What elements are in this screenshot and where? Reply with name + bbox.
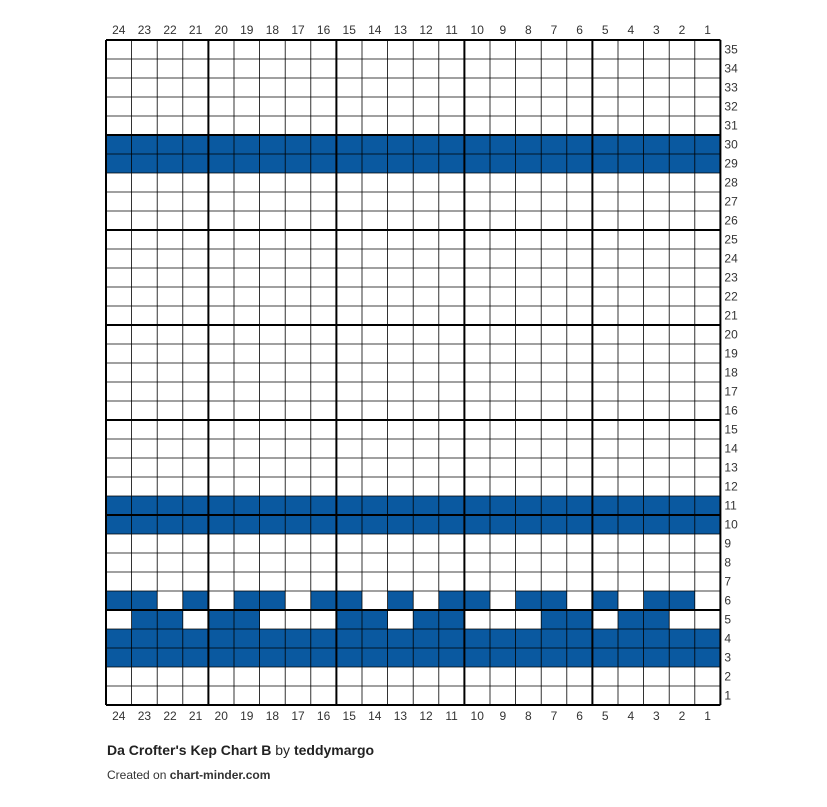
chart-cell-filled xyxy=(541,496,567,515)
chart-cell-filled xyxy=(311,515,337,534)
chart-cell-filled xyxy=(157,496,183,515)
column-label-bottom: 19 xyxy=(240,709,254,723)
chart-cell-filled xyxy=(695,648,721,667)
chart-cell-filled xyxy=(260,515,286,534)
created-credit xyxy=(107,768,270,782)
column-label-top: 9 xyxy=(499,23,507,37)
chart-cell-filled xyxy=(208,154,234,173)
chart-cell-filled xyxy=(490,629,516,648)
column-label-top: 2 xyxy=(678,23,686,37)
chart-title: Da Crofter's Kep Chart B xyxy=(107,742,272,758)
chart-cell-filled xyxy=(516,648,542,667)
column-label-top: 4 xyxy=(627,23,635,37)
chart-cell-filled xyxy=(234,154,260,173)
chart-cell-filled xyxy=(490,515,516,534)
row-label: 5 xyxy=(724,612,732,627)
column-label-top: 23 xyxy=(137,23,152,37)
chart-cell-filled xyxy=(311,154,337,173)
chart-cell-filled xyxy=(336,591,362,610)
column-label-bottom: 12 xyxy=(419,709,433,723)
chart-cell-filled xyxy=(592,629,618,648)
column-label-top: 19 xyxy=(240,23,254,37)
chart-cell-filled xyxy=(567,648,593,667)
column-label-top: 24 xyxy=(112,23,126,37)
row-label: 9 xyxy=(724,536,732,551)
chart-cell-filled xyxy=(208,648,234,667)
chart-cell-filled xyxy=(388,629,414,648)
row-label: 29 xyxy=(724,156,738,171)
chart-cell-filled xyxy=(132,515,158,534)
column-label-bottom: 7 xyxy=(550,709,558,723)
chart-cell-filled xyxy=(439,135,465,154)
column-label-bottom: 16 xyxy=(316,709,331,723)
column-label-top: 20 xyxy=(214,23,228,37)
chart-cell-filled xyxy=(260,629,286,648)
column-labels-top xyxy=(112,23,711,37)
column-labels-bottom xyxy=(112,709,711,723)
chart-cell-filled xyxy=(618,629,644,648)
site-link[interactable]: chart-minder.com xyxy=(169,768,271,782)
chart-cell-filled xyxy=(413,515,439,534)
chart-cell-filled xyxy=(311,496,337,515)
chart-cell-filled xyxy=(592,135,618,154)
chart-cell-filled xyxy=(234,591,260,610)
chart-cell-filled xyxy=(106,154,132,173)
column-label-bottom: 4 xyxy=(627,709,635,723)
chart-cell-filled xyxy=(336,648,362,667)
row-label: 27 xyxy=(724,194,738,209)
chart-cell-filled xyxy=(695,135,721,154)
chart-cell-filled xyxy=(336,496,362,515)
column-label-top: 22 xyxy=(163,23,177,37)
chart-cell-filled xyxy=(669,496,695,515)
chart-cell-filled xyxy=(541,648,567,667)
chart-cell-filled xyxy=(388,515,414,534)
chart-cell-filled xyxy=(183,135,209,154)
chart-cell-filled xyxy=(567,629,593,648)
chart-cell-filled xyxy=(439,610,465,629)
chart-caption xyxy=(107,742,374,758)
chart-cell-filled xyxy=(208,629,234,648)
column-label-top: 14 xyxy=(368,23,382,37)
chart-cell-filled xyxy=(644,515,670,534)
column-label-bottom: 15 xyxy=(342,709,356,723)
chart-cell-filled xyxy=(260,154,286,173)
chart-cell-filled xyxy=(311,591,337,610)
column-label-bottom: 20 xyxy=(214,709,228,723)
chart-cell-filled xyxy=(567,610,593,629)
chart-cell-filled xyxy=(669,648,695,667)
chart-cell-filled xyxy=(132,496,158,515)
chart-cell-filled xyxy=(669,135,695,154)
chart-cell-filled xyxy=(695,515,721,534)
chart-cell-filled xyxy=(695,154,721,173)
chart-cell-filled xyxy=(439,629,465,648)
chart-cell-filled xyxy=(106,648,132,667)
column-label-top: 3 xyxy=(653,23,660,37)
row-label: 34 xyxy=(724,61,738,76)
column-label-top: 18 xyxy=(265,23,280,37)
chart-cell-filled xyxy=(413,496,439,515)
chart-cell-filled xyxy=(336,154,362,173)
chart-cell-filled xyxy=(362,154,388,173)
column-label-bottom: 1 xyxy=(704,709,711,723)
chart-cell-filled xyxy=(260,648,286,667)
chart-cell-filled xyxy=(618,154,644,173)
chart-cell-filled xyxy=(183,496,209,515)
chart-cell-filled xyxy=(234,629,260,648)
chart-cell-filled xyxy=(618,648,644,667)
chart-cell-filled xyxy=(644,629,670,648)
chart-cell-filled xyxy=(106,135,132,154)
column-label-top: 13 xyxy=(393,23,408,37)
chart-cell-filled xyxy=(567,515,593,534)
chart-cell-filled xyxy=(516,515,542,534)
column-label-bottom: 23 xyxy=(137,709,152,723)
column-label-top: 11 xyxy=(445,23,458,37)
row-label: 7 xyxy=(724,574,732,589)
chart-cell-filled xyxy=(464,515,490,534)
row-label: 14 xyxy=(724,441,738,456)
chart-cell-filled xyxy=(567,154,593,173)
chart-cell-filled xyxy=(413,154,439,173)
row-label: 4 xyxy=(724,631,732,646)
row-label: 10 xyxy=(724,517,738,532)
column-label-bottom: 13 xyxy=(393,709,408,723)
column-label-bottom: 11 xyxy=(445,709,458,723)
row-label: 11 xyxy=(724,498,737,513)
chart-cell-filled xyxy=(388,154,414,173)
row-label: 18 xyxy=(724,365,738,380)
chart-cell-filled xyxy=(439,154,465,173)
row-label: 17 xyxy=(724,384,738,399)
row-label: 25 xyxy=(724,232,738,247)
column-label-top: 7 xyxy=(550,23,558,37)
chart-cell-filled xyxy=(388,496,414,515)
chart-cell-filled xyxy=(644,135,670,154)
column-label-bottom: 2 xyxy=(678,709,686,723)
chart-cell-filled xyxy=(592,154,618,173)
column-label-top: 12 xyxy=(419,23,433,37)
by-word: by xyxy=(275,742,291,758)
row-label: 15 xyxy=(724,422,738,437)
chart-cell-filled xyxy=(413,629,439,648)
created-on-text: Created on xyxy=(107,768,167,782)
chart-cell-filled xyxy=(464,629,490,648)
chart-cell-filled xyxy=(362,648,388,667)
chart-cell-filled xyxy=(285,496,311,515)
chart-cell-filled xyxy=(439,496,465,515)
row-label: 1 xyxy=(724,688,732,703)
chart-cell-filled xyxy=(541,154,567,173)
chart-cell-filled xyxy=(260,591,286,610)
chart-cell-filled xyxy=(132,135,158,154)
chart-cell-filled xyxy=(516,496,542,515)
column-label-top: 17 xyxy=(291,23,305,37)
chart-cell-filled xyxy=(362,515,388,534)
chart-cell-filled xyxy=(516,591,542,610)
row-label: 26 xyxy=(724,213,738,228)
chart-cell-filled xyxy=(413,648,439,667)
chart-cell-filled xyxy=(541,515,567,534)
column-label-bottom: 22 xyxy=(163,709,177,723)
column-label-bottom: 8 xyxy=(525,709,532,723)
chart-cell-filled xyxy=(669,154,695,173)
chart-cell-filled xyxy=(157,648,183,667)
row-label: 35 xyxy=(724,42,738,57)
chart-cell-filled xyxy=(285,154,311,173)
chart-cell-filled xyxy=(157,154,183,173)
chart-cell-filled xyxy=(592,515,618,534)
chart-cell-filled xyxy=(285,515,311,534)
chart-cell-filled xyxy=(157,135,183,154)
row-label: 6 xyxy=(724,593,732,608)
chart-cell-filled xyxy=(260,135,286,154)
chart-cell-filled xyxy=(644,496,670,515)
row-label: 8 xyxy=(724,555,732,570)
chart-cell-filled xyxy=(413,610,439,629)
chart-cell-filled xyxy=(183,629,209,648)
column-label-bottom: 18 xyxy=(265,709,280,723)
chart-cell-filled xyxy=(388,648,414,667)
column-label-bottom: 24 xyxy=(112,709,126,723)
column-label-bottom: 6 xyxy=(576,709,583,723)
chart-cell-filled xyxy=(208,610,234,629)
column-label-top: 1 xyxy=(704,23,711,37)
chart-cell-filled xyxy=(669,591,695,610)
chart-cell-filled xyxy=(208,496,234,515)
chart-cell-filled xyxy=(362,610,388,629)
chart-cell-filled xyxy=(157,610,183,629)
chart-cell-filled xyxy=(644,610,670,629)
row-label: 30 xyxy=(724,137,738,152)
chart-cell-filled xyxy=(567,135,593,154)
chart-cell-filled xyxy=(541,610,567,629)
row-label: 33 xyxy=(724,80,738,95)
chart-cell-filled xyxy=(567,496,593,515)
column-label-top: 21 xyxy=(188,23,203,37)
chart-cell-filled xyxy=(234,610,260,629)
chart-cell-filled xyxy=(644,154,670,173)
chart-cell-filled xyxy=(541,135,567,154)
column-label-bottom: 3 xyxy=(653,709,660,723)
chart-cell-filled xyxy=(669,629,695,648)
column-label-top: 15 xyxy=(342,23,356,37)
chart-cell-filled xyxy=(362,496,388,515)
row-label: 31 xyxy=(724,118,738,133)
chart-cell-filled xyxy=(285,629,311,648)
chart-cell-filled xyxy=(388,591,414,610)
chart-cell-filled xyxy=(336,610,362,629)
column-label-top: 10 xyxy=(470,23,484,37)
column-label-bottom: 21 xyxy=(188,709,203,723)
chart-cell-filled xyxy=(106,515,132,534)
row-label: 2 xyxy=(724,669,732,684)
row-label: 24 xyxy=(724,251,738,266)
chart-cell-filled xyxy=(464,591,490,610)
column-label-top: 5 xyxy=(601,23,609,37)
chart-cell-filled xyxy=(336,629,362,648)
chart-cell-filled xyxy=(695,496,721,515)
column-label-bottom: 14 xyxy=(368,709,382,723)
chart-cell-filled xyxy=(490,648,516,667)
chart-cell-filled xyxy=(157,515,183,534)
column-label-top: 6 xyxy=(576,23,583,37)
chart-cell-filled xyxy=(106,496,132,515)
chart-cell-filled xyxy=(541,629,567,648)
chart-cell-filled xyxy=(183,154,209,173)
chart-cell-filled xyxy=(132,648,158,667)
chart-cell-filled xyxy=(234,496,260,515)
chart-cell-filled xyxy=(285,648,311,667)
chart-cell-filled xyxy=(644,648,670,667)
row-label: 23 xyxy=(724,270,738,285)
chart-cell-filled xyxy=(234,515,260,534)
chart-cell-filled xyxy=(592,496,618,515)
chart-cell-filled xyxy=(592,591,618,610)
chart-cell-filled xyxy=(311,648,337,667)
row-labels xyxy=(724,43,738,703)
chart-cell-filled xyxy=(516,135,542,154)
chart-cell-filled xyxy=(439,591,465,610)
chart-cell-filled xyxy=(234,648,260,667)
chart-cell-filled xyxy=(362,135,388,154)
chart-cell-filled xyxy=(464,154,490,173)
chart-cell-filled xyxy=(464,135,490,154)
chart-cell-filled xyxy=(516,629,542,648)
chart-cell-filled xyxy=(490,154,516,173)
row-label: 22 xyxy=(724,289,738,304)
chart-cell-filled xyxy=(541,591,567,610)
chart-cell-filled xyxy=(311,135,337,154)
chart-cell-filled xyxy=(618,515,644,534)
chart-cell-filled xyxy=(183,515,209,534)
chart-cell-filled xyxy=(132,629,158,648)
row-label: 13 xyxy=(724,460,738,475)
chart-cell-filled xyxy=(490,135,516,154)
chart-cell-filled xyxy=(106,629,132,648)
row-label: 12 xyxy=(724,479,738,494)
chart-cell-filled xyxy=(106,591,132,610)
chart-cell-filled xyxy=(132,591,158,610)
chart-cell-filled xyxy=(132,610,158,629)
chart-cell-filled xyxy=(592,648,618,667)
chart-cell-filled xyxy=(208,515,234,534)
row-label: 3 xyxy=(724,650,732,665)
chart-cell-filled xyxy=(669,515,695,534)
row-label: 20 xyxy=(724,327,738,342)
row-label: 19 xyxy=(724,346,738,361)
chart-cell-filled xyxy=(439,648,465,667)
row-label: 32 xyxy=(724,99,738,114)
column-label-top: 16 xyxy=(316,23,331,37)
chart-cell-filled xyxy=(695,629,721,648)
chart-cell-filled xyxy=(618,135,644,154)
chart-cell-filled xyxy=(336,135,362,154)
chart-cell-filled xyxy=(132,154,158,173)
column-label-bottom: 17 xyxy=(291,709,305,723)
chart-cell-filled xyxy=(183,648,209,667)
column-label-top: 8 xyxy=(525,23,532,37)
row-label: 28 xyxy=(724,175,738,190)
chart-cell-filled xyxy=(183,591,209,610)
chart-author[interactable]: teddymargo xyxy=(293,742,375,758)
chart-cell-filled xyxy=(618,610,644,629)
chart-cell-filled xyxy=(464,496,490,515)
chart-cell-filled xyxy=(362,629,388,648)
chart-cell-filled xyxy=(234,135,260,154)
chart-cell-filled xyxy=(157,629,183,648)
chart-cell-filled xyxy=(260,496,286,515)
chart-cell-filled xyxy=(439,515,465,534)
chart-cell-filled xyxy=(464,648,490,667)
chart-cell-filled xyxy=(490,496,516,515)
chart-cell-filled xyxy=(208,135,234,154)
chart-cell-filled xyxy=(618,496,644,515)
column-label-bottom: 10 xyxy=(470,709,484,723)
chart-cell-filled xyxy=(311,629,337,648)
column-label-bottom: 9 xyxy=(499,709,507,723)
chart-cell-filled xyxy=(516,154,542,173)
row-label: 16 xyxy=(724,403,738,418)
chart-cell-filled xyxy=(336,515,362,534)
chart-cell-filled xyxy=(285,135,311,154)
row-label: 21 xyxy=(724,308,738,323)
column-label-bottom: 5 xyxy=(601,709,609,723)
chart-cell-filled xyxy=(644,591,670,610)
chart-cell-filled xyxy=(388,135,414,154)
chart-cell-filled xyxy=(413,135,439,154)
